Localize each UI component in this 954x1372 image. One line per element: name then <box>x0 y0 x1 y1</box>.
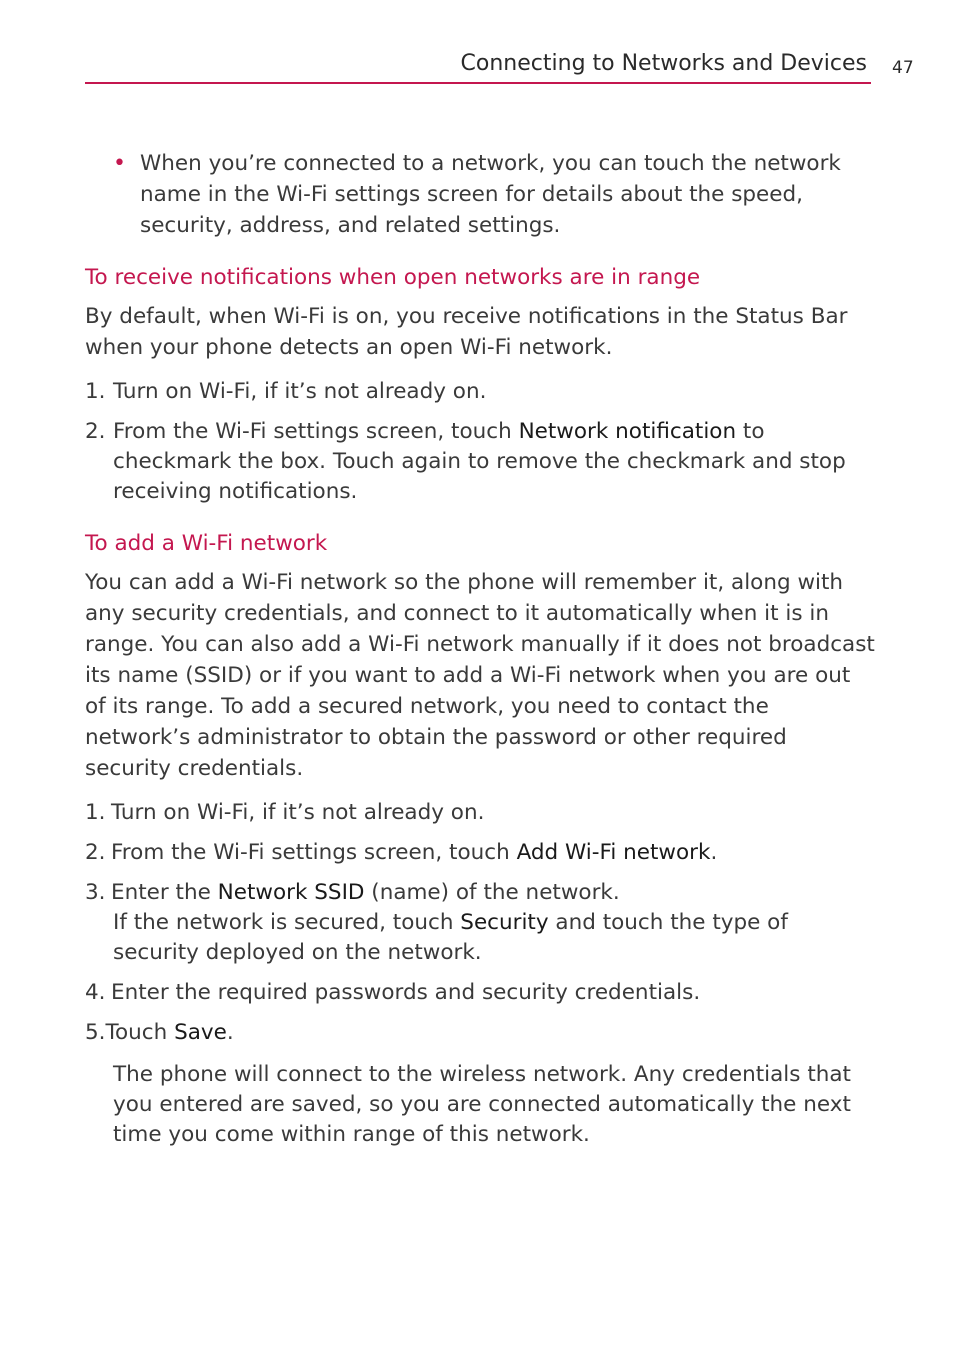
header-title: Connecting to Networks and Devices <box>460 51 867 76</box>
page-number: 47 <box>892 58 914 78</box>
step-number: 4. <box>85 980 106 1005</box>
bullet-text: When you’re connected to a network, you can touch the network name in the Wi-Fi settings screen for details about the speed, security, address, and related settings. <box>140 151 841 238</box>
step-number: 2. <box>85 419 106 444</box>
step-item <box>85 978 875 1008</box>
step-item <box>85 1018 875 1048</box>
step-number: 1. <box>85 800 106 825</box>
step-item <box>85 838 875 868</box>
step-text: Touch Save. <box>105 1020 234 1045</box>
section-heading-notifications: To receive notifications when open networks are in range <box>85 265 701 290</box>
step-text: Turn on Wi-Fi, if it’s not already on. <box>113 379 487 404</box>
ui-term: Add Wi-Fi network <box>516 840 711 865</box>
step-number: 1. <box>85 379 106 404</box>
step-number: 3. <box>85 880 106 905</box>
step-number: 2. <box>85 840 106 865</box>
step-text: Enter the required passwords and security credentials. <box>111 980 701 1005</box>
ui-term: Security <box>460 910 549 935</box>
section-intro-notifications: By default, when Wi-Fi is on, you receive notifications in the Status Bar when your phone detects an open Wi-Fi network. <box>85 304 848 360</box>
page-content <box>85 148 875 1150</box>
step-number: 5. <box>85 1020 106 1045</box>
ui-term: Save <box>174 1020 227 1045</box>
step-text: From the Wi-Fi settings screen, touch Add Wi-Fi network. <box>111 840 718 865</box>
step-item <box>85 417 875 507</box>
step-text: Enter the Network SSID (name) of the network. <box>111 880 620 905</box>
bullet-dot-icon: • <box>113 151 126 176</box>
section-intro-add-wifi: You can add a Wi-Fi network so the phone will remember it, along with any security credentials, and connect to it automatically when it is in range. You can also add a Wi-Fi network manually if it does not broadcast its name (SSID) or if you want to add a Wi-Fi network when you are out of its range. To add a secured network, you need to contact the network’s administrator to obtain the password or other required security credentials. <box>85 570 875 781</box>
step-item <box>85 377 875 407</box>
step-item <box>85 878 875 968</box>
page-header <box>85 50 871 84</box>
ui-term: Network SSID <box>217 880 365 905</box>
ui-term: Network notification <box>518 419 737 444</box>
step-text: From the Wi-Fi settings screen, touch Network notification to checkmark the box. Touch again to remove the checkmark and stop receiving notifications. <box>113 419 846 504</box>
step-text: Turn on Wi-Fi, if it’s not already on. <box>111 800 485 825</box>
closing-paragraph: The phone will connect to the wireless network. Any credentials that you entered are saved, so you are connected automatically the next time you come within range of this network. <box>113 1062 851 1147</box>
section-heading-add-wifi: To add a Wi-Fi network <box>85 531 328 556</box>
bullet-item <box>85 148 875 241</box>
step-subtext: If the network is secured, touch Security and touch the type of security deployed on the network. <box>113 910 788 965</box>
step-item <box>85 798 875 828</box>
